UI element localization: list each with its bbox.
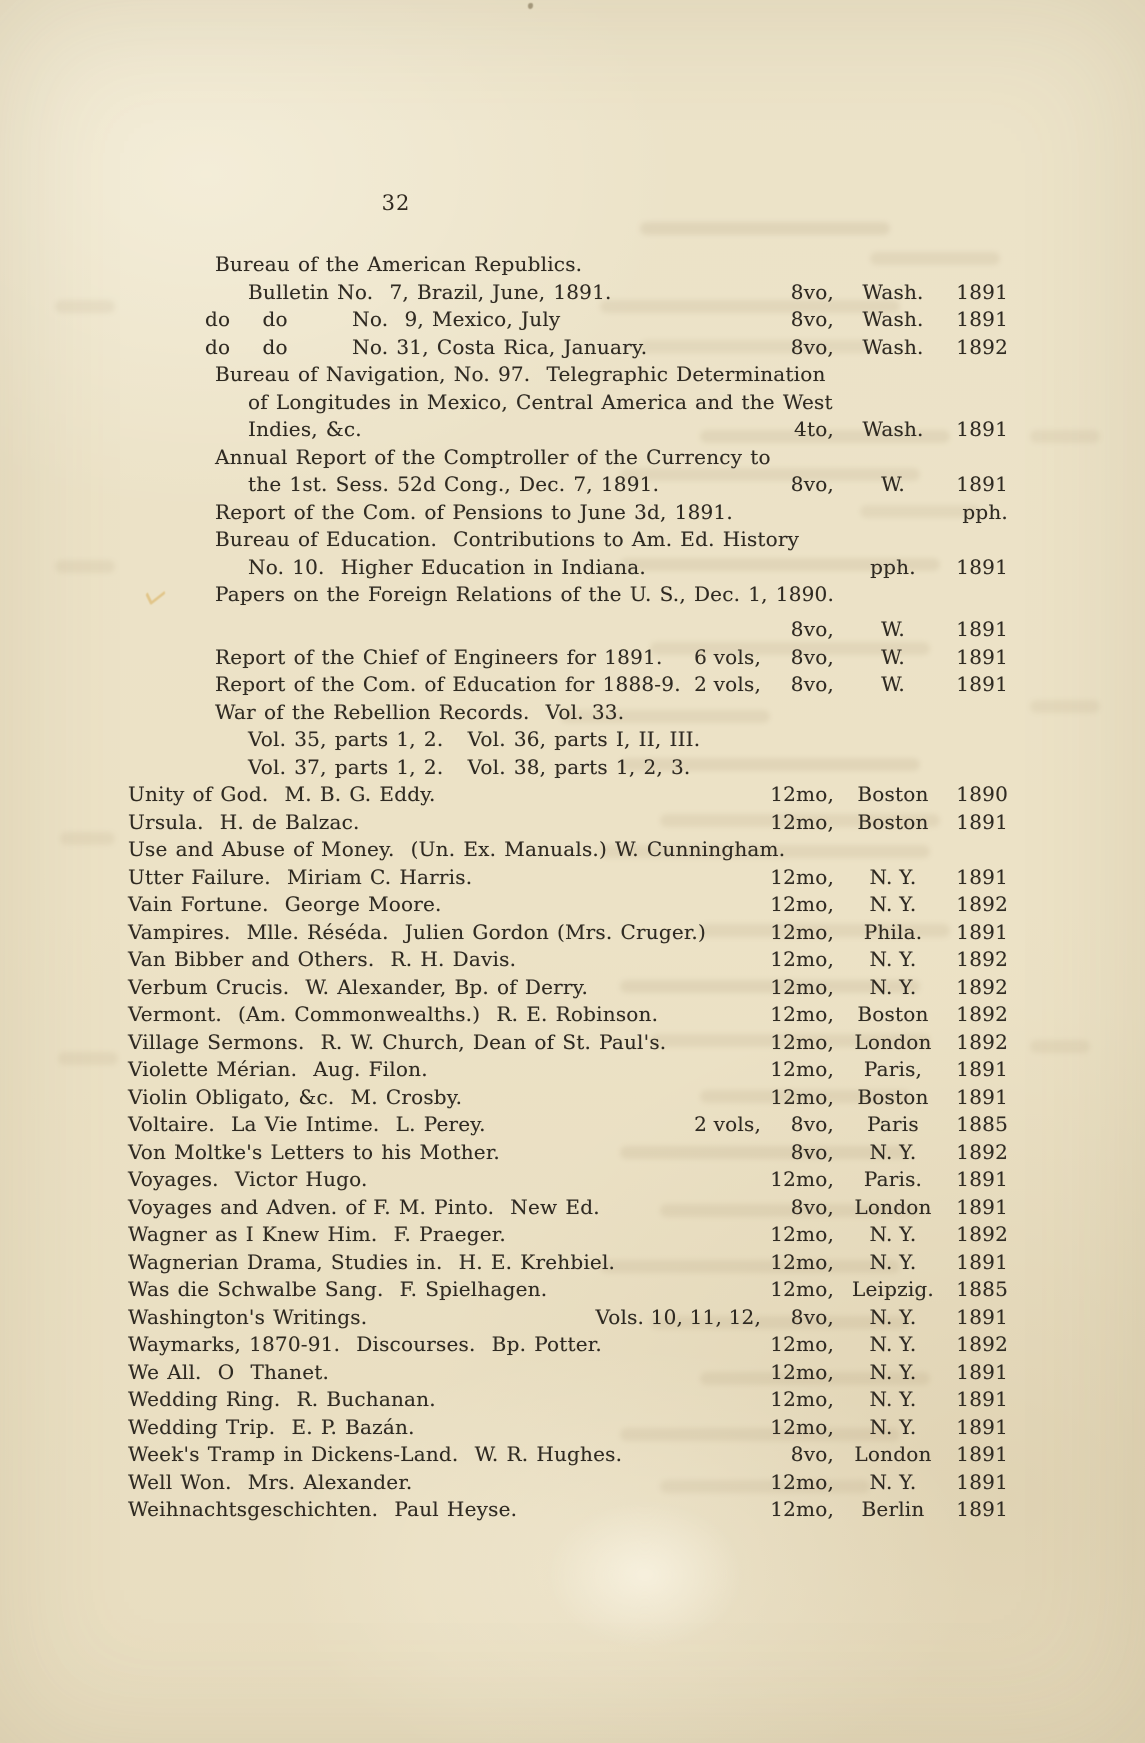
entry-year: 1891 (956, 1084, 1008, 1109)
entry-year: 1891 (956, 417, 1008, 441)
entry-format: 12mo, (770, 1057, 834, 1081)
entry-place: Wash. (862, 334, 924, 359)
entry-place: N. Y. (869, 1359, 917, 1384)
entry-place: Wash. (862, 279, 924, 304)
entry-title: Report of the Com. of Education for 1888-9. (215, 672, 681, 696)
catalog-row (0, 1221, 1145, 1249)
entry-title: Violin Obligato, &c. M. Crosby. (128, 1084, 463, 1109)
catalog-row (0, 781, 1145, 809)
entry-title: Voltaire. La Vie Intime. L. Perey. (128, 1112, 486, 1136)
catalog-row (0, 251, 1145, 279)
entry-format: 12mo, (770, 809, 834, 834)
entry-year: 1891 (956, 1387, 1008, 1411)
entry-title: Report of the Chief of Engineers for 1891. (215, 644, 663, 669)
entry-year: 1890 (956, 782, 1008, 806)
entry-title: Vampires. Mlle. Réséda. Julien Gordon (Mrs. Cruger.) (128, 919, 706, 944)
entry-format: 8vo, (790, 617, 834, 641)
entry-title: Well Won. Mrs. Alexander. (128, 1469, 413, 1494)
entry-format: 8vo, (790, 1112, 834, 1136)
entry-format: 12mo, (770, 1359, 834, 1384)
entry-format: 12mo, (770, 1497, 834, 1521)
entry-title: Wagner as I Knew Him. F. Praeger. (128, 1222, 506, 1246)
entry-title: the 1st. Sess. 52d Cong., Dec. 7, 1891. (248, 472, 660, 496)
entry-title: Bureau of Navigation, No. 97. Telegraphic Determination (215, 362, 826, 386)
entry-year: 1891 (956, 1167, 1008, 1191)
entry-title: Von Moltke's Letters to his Mother. (128, 1139, 500, 1164)
entry-format: 8vo, (790, 644, 834, 669)
entry-title: Waymarks, 1870-91. Discourses. Bp. Potter. (128, 1332, 602, 1356)
entry-format: 12mo, (770, 1002, 834, 1026)
entry-year: 1892 (956, 974, 1008, 999)
entry-title: Indies, &c. (248, 417, 362, 441)
entry-volumes: Vols. 10, 11, 12, (595, 1304, 761, 1329)
entry-year: 1891 (956, 1057, 1008, 1081)
entry-place: N. Y. (869, 1139, 917, 1164)
entry-place: W. (881, 644, 905, 669)
entry-title: Vain Fortune. George Moore. (128, 892, 442, 916)
catalog-row (0, 1386, 1145, 1414)
catalog-row (0, 1304, 1145, 1332)
catalog-row (0, 974, 1145, 1002)
entry-format: 12mo, (770, 1387, 834, 1411)
entry-place: N. Y. (869, 892, 917, 916)
entry-year: 1891 (956, 1497, 1008, 1521)
entry-format: 4to, (794, 417, 834, 441)
catalog-row (0, 809, 1145, 837)
page-number: 32 (381, 191, 411, 215)
entry-format: 12mo, (770, 1277, 834, 1301)
entry-place: Leipzig. (851, 1277, 934, 1301)
catalog-row (0, 671, 1145, 699)
show-through-mark (640, 222, 890, 235)
entry-place: N. Y. (869, 1332, 917, 1356)
catalog-row (0, 836, 1145, 864)
entry-year: 1885 (956, 1112, 1008, 1136)
entry-volumes: 6 vols, (694, 644, 761, 669)
entry-year: 1891 (956, 1194, 1008, 1219)
entry-format: 8vo, (790, 1194, 834, 1219)
catalog-row (0, 1414, 1145, 1442)
entry-place: Wash. (862, 417, 924, 441)
entry-format: 12mo, (770, 1414, 834, 1439)
entry-title: War of the Rebellion Records. Vol. 33. (215, 699, 625, 724)
entry-title: Was die Schwalbe Sang. F. Spielhagen. (128, 1277, 548, 1301)
entry-year: 1891 (956, 919, 1008, 944)
entry-title: Annual Report of the Comptroller of the Currency to (215, 444, 771, 469)
catalog-row (0, 919, 1145, 947)
entry-title: do do No. 31, Costa Rica, January. (205, 334, 648, 359)
catalog-row (0, 1056, 1145, 1084)
entry-year: 1891 (956, 1414, 1008, 1439)
entry-year: pph. (962, 499, 1008, 524)
entry-title: Voyages. Victor Hugo. (128, 1167, 368, 1191)
entry-title: Week's Tramp in Dickens-Land. W. R. Hughes. (128, 1442, 623, 1466)
entry-title: Vol. 37, parts 1, 2. Vol. 38, parts 1, 2, 3. (248, 754, 691, 779)
catalog-row (0, 864, 1145, 892)
paper-speck (528, 3, 533, 9)
entry-place: N. Y. (869, 974, 917, 999)
entry-year: 1891 (956, 1442, 1008, 1466)
catalog-row (0, 1194, 1145, 1222)
entry-title: Washington's Writings. (128, 1304, 368, 1329)
entry-format: 12mo, (770, 1167, 834, 1191)
entry-place: London (854, 1029, 932, 1054)
catalog-row (0, 361, 1145, 389)
entry-title: Voyages and Adven. of F. M. Pinto. New Ed. (128, 1194, 600, 1219)
entry-title: Bureau of Education. Contributions to Am. Ed. History (215, 527, 800, 551)
catalog-row (0, 1359, 1145, 1387)
entry-year: 1891 (956, 1249, 1008, 1274)
entry-title: Bureau of the American Republics. (215, 252, 583, 276)
entry-year: 1892 (956, 1139, 1008, 1164)
entry-place: London (854, 1194, 932, 1219)
entry-place: Wash. (862, 307, 924, 331)
entry-year: 1892 (956, 1332, 1008, 1356)
entry-place: Boston (857, 1084, 929, 1109)
entry-place: Boston (857, 782, 929, 806)
entry-format: 12mo, (770, 919, 834, 944)
entry-title: We All. O Thanet. (128, 1359, 330, 1384)
entry-year: 1891 (956, 472, 1008, 496)
entry-place: W. (881, 672, 905, 696)
entry-format: 8vo, (790, 1442, 834, 1466)
entry-title: Village Sermons. R. W. Church, Dean of St. Paul's. (128, 1029, 667, 1054)
catalog-row (0, 306, 1145, 334)
catalog-row (0, 1441, 1145, 1469)
catalog-row (0, 499, 1145, 527)
catalog-row (0, 699, 1145, 727)
entry-title: do do No. 9, Mexico, July (205, 307, 561, 331)
catalog-row (0, 726, 1145, 754)
entry-year: 1891 (956, 617, 1008, 641)
entry-format: 12mo, (770, 1029, 834, 1054)
entry-place: Paris (867, 1112, 919, 1136)
entry-place: Phila. (863, 919, 923, 944)
catalog-row (0, 416, 1145, 444)
entry-title: Ursula. H. de Balzac. (128, 809, 360, 834)
entry-format: 8vo, (790, 1139, 834, 1164)
catalog-row (0, 1469, 1145, 1497)
catalog-row (0, 1001, 1145, 1029)
entry-format: 12mo, (770, 864, 834, 889)
entry-year: 1891 (956, 864, 1008, 889)
entry-place: Boston (857, 1002, 929, 1026)
entry-title: Utter Failure. Miriam C. Harris. (128, 864, 473, 889)
catalog-row (0, 279, 1145, 307)
entry-year: 1892 (956, 334, 1008, 359)
entry-year: 1891 (956, 1304, 1008, 1329)
entry-place: N. Y. (869, 1249, 917, 1274)
entry-place: N. Y. (869, 1414, 917, 1439)
entry-year: 1892 (956, 892, 1008, 916)
entry-year: 1891 (956, 672, 1008, 696)
entry-year: 1892 (956, 947, 1008, 971)
entry-format: 12mo, (770, 947, 834, 971)
entry-place: W. (881, 617, 905, 641)
entry-format: 12mo, (770, 1222, 834, 1246)
entry-format: 8vo, (790, 334, 834, 359)
entry-place: N. Y. (869, 1469, 917, 1494)
entry-place: N. Y. (869, 864, 917, 889)
entry-place: Boston (857, 809, 929, 834)
entry-year: 1892 (956, 1002, 1008, 1026)
entry-title: Bulletin No. 7, Brazil, June, 1891. (248, 279, 612, 304)
entry-format: 12mo, (770, 974, 834, 999)
entry-format: 12mo, (770, 1332, 834, 1356)
entry-place: N. Y. (869, 1222, 917, 1246)
entry-place: N. Y. (869, 1304, 917, 1329)
entry-format: 8vo, (790, 472, 834, 496)
catalog-row (0, 946, 1145, 974)
entry-place: N. Y. (869, 1387, 917, 1411)
entry-format: 12mo, (770, 1084, 834, 1109)
entry-title: No. 10. Higher Education in Indiana. (248, 554, 646, 579)
catalog-row (0, 1029, 1145, 1057)
entry-format: 8vo, (790, 307, 834, 331)
catalog-row (0, 444, 1145, 472)
entry-format: 12mo, (770, 1469, 834, 1494)
catalog-row (0, 581, 1145, 609)
catalog-row (0, 1249, 1145, 1277)
catalog-row (0, 554, 1145, 582)
catalog-row (0, 616, 1145, 644)
entry-format: 8vo, (790, 279, 834, 304)
entry-year: 1891 (956, 307, 1008, 331)
entry-format: 12mo, (770, 892, 834, 916)
catalog-row (0, 644, 1145, 672)
entry-format: 8vo, (790, 672, 834, 696)
entry-title: of Longitudes in Mexico, Central America and the West (248, 389, 833, 414)
entry-title: Unity of God. M. B. G. Eddy. (128, 782, 436, 806)
entry-volumes: 2 vols, (694, 672, 761, 696)
entry-year: 1891 (956, 554, 1008, 579)
entry-place: N. Y. (869, 947, 917, 971)
catalog-row (0, 1166, 1145, 1194)
entry-title: Wedding Trip. E. P. Bazán. (128, 1414, 415, 1439)
entry-year: 1885 (956, 1277, 1008, 1301)
entry-format: 8vo, (790, 1304, 834, 1329)
entry-title: Weihnachtsgeschichten. Paul Heyse. (128, 1497, 518, 1521)
entry-year: 1892 (956, 1222, 1008, 1246)
entry-title: Verbum Crucis. W. Alexander, Bp. of Derry. (128, 974, 589, 999)
entry-title: Wagnerian Drama, Studies in. H. E. Krehbiel. (128, 1249, 616, 1274)
entry-place: Paris, (863, 1057, 923, 1081)
entry-place: Berlin (861, 1497, 925, 1521)
entry-place: pph. (870, 554, 916, 579)
entry-place: London (854, 1442, 932, 1466)
catalog-row (0, 526, 1145, 554)
entry-year: 1891 (956, 1469, 1008, 1494)
entry-year: 1891 (956, 809, 1008, 834)
entry-format: 12mo, (770, 782, 834, 806)
entry-place: W. (881, 472, 905, 496)
catalog-row (0, 389, 1145, 417)
catalog-row (0, 1139, 1145, 1167)
catalog-row (0, 1276, 1145, 1304)
catalog-row (0, 471, 1145, 499)
entry-year: 1891 (956, 644, 1008, 669)
entry-volumes: 2 vols, (694, 1112, 761, 1136)
entry-year: 1891 (956, 279, 1008, 304)
entry-format: 12mo, (770, 1249, 834, 1274)
entry-year: 1892 (956, 1029, 1008, 1054)
entry-title: Report of the Com. of Pensions to June 3d, 1891. (215, 499, 733, 524)
catalog-row (0, 1084, 1145, 1112)
entry-title: Vermont. (Am. Commonwealths.) R. E. Robinson. (128, 1002, 659, 1026)
entry-title: Papers on the Foreign Relations of the U. S., Dec. 1, 1890. (215, 582, 835, 606)
entry-title: Vol. 35, parts 1, 2. Vol. 36, parts I, II, III. (248, 727, 701, 751)
entry-title: Violette Mérian. Aug. Filon. (128, 1057, 428, 1081)
catalog-row (0, 334, 1145, 362)
entry-title: Van Bibber and Others. R. H. Davis. (128, 947, 517, 971)
entry-place: Paris. (863, 1167, 923, 1191)
catalog-row (0, 754, 1145, 782)
catalog-row (0, 1331, 1145, 1359)
entry-year: 1891 (956, 1359, 1008, 1384)
catalog-row (0, 1111, 1145, 1139)
catalog-row (0, 891, 1145, 919)
entry-title: Wedding Ring. R. Buchanan. (128, 1387, 436, 1411)
paper-smudge (545, 1500, 745, 1650)
entry-title: Use and Abuse of Money. (Un. Ex. Manuals.) W. Cunningham. (128, 837, 786, 861)
